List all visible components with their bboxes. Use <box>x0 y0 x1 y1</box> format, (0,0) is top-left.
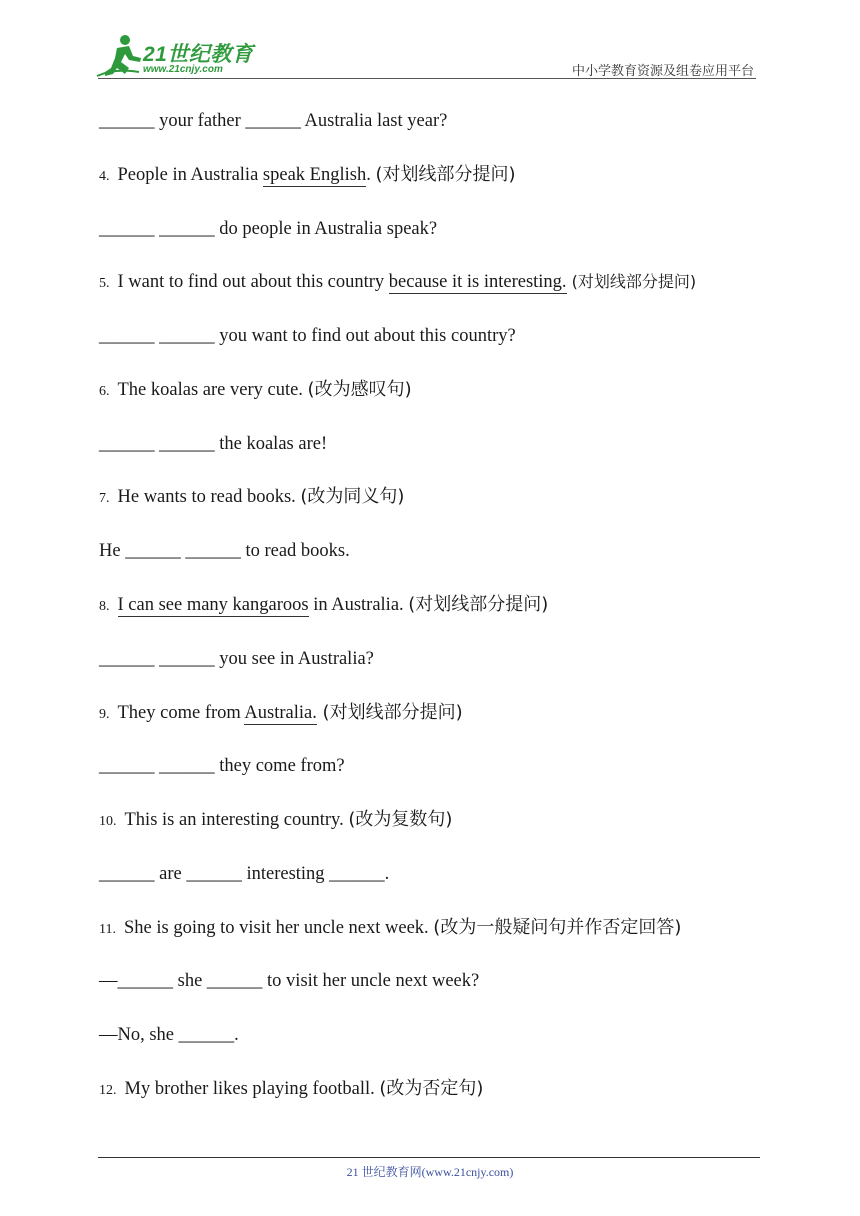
question-text: . <box>366 165 376 185</box>
answer-line-10 <box>99 863 389 885</box>
page-header <box>0 0 860 80</box>
question-text: They come from <box>117 703 245 723</box>
runner-logo-icon <box>95 34 145 80</box>
question-text: She is going to visit her uncle next week. <box>123 918 434 938</box>
answer-line-7 <box>99 540 350 562</box>
instruction: (改为复数句) <box>348 809 453 830</box>
question-number: 4. <box>99 169 110 184</box>
logo-url: www.21cnjy.com <box>143 64 223 75</box>
question-9 <box>99 702 463 726</box>
instruction: (对划线部分提问) <box>375 164 516 185</box>
question-10 <box>99 809 452 833</box>
instruction: (对划线部分提问) <box>316 702 463 723</box>
answer-text: ______ your father ______ Australia last year? <box>99 111 448 131</box>
answer-text: ______ ______ they come from? <box>99 756 345 776</box>
answer-line-6 <box>99 433 327 455</box>
answer-text: He ______ ______ to read books. <box>99 541 350 561</box>
underlined-part: speak English <box>262 165 367 185</box>
answer-line-9 <box>99 755 345 777</box>
question-number: 8. <box>99 599 110 614</box>
answer-line-11b <box>99 1024 239 1046</box>
logo-text: 21世纪教育 <box>143 43 254 66</box>
question-text: People in Australia <box>117 165 259 185</box>
question-text: My brother likes playing football. <box>124 1079 380 1099</box>
instruction: (对划线部分提问) <box>408 594 549 615</box>
question-number: 5. <box>99 276 110 291</box>
question-12 <box>99 1078 483 1102</box>
question-11 <box>99 917 681 941</box>
underlined-part: because it is interesting. <box>388 272 567 292</box>
question-number: 6. <box>99 384 110 399</box>
instruction: (改为感叹句) <box>307 379 412 400</box>
underlined-part: I can see many kangaroos <box>117 595 309 615</box>
logo <box>95 34 265 80</box>
header-platform-name: 中小学教育资源及组卷应用平台 <box>571 64 754 79</box>
answer-text: ______ ______ do people in Australia speak? <box>99 219 438 239</box>
footer-text[interactable]: 21 世纪教育网(www.21cnjy.com) <box>346 1165 514 1179</box>
footer-divider <box>98 1157 760 1158</box>
question-number: 9. <box>99 707 110 722</box>
question-number: 10. <box>99 814 117 829</box>
answer-line-4 <box>99 218 437 240</box>
question-text: This is an interesting country. <box>124 810 349 830</box>
instruction: (改为一般疑问句并作否定回答) <box>433 917 682 938</box>
question-5 <box>99 271 696 295</box>
question-text: The koalas are very cute. <box>117 380 308 400</box>
question-4 <box>99 164 516 188</box>
question-text: He wants to read books. <box>117 487 301 507</box>
answer-line-3 <box>99 110 447 132</box>
question-6 <box>99 379 412 403</box>
answer-text: ______ are ______ interesting ______. <box>99 864 390 884</box>
question-text: in Australia. <box>308 595 409 615</box>
question-8 <box>99 594 548 618</box>
answer-text: ______ ______ you see in Australia? <box>99 649 374 669</box>
answer-text: —______ she ______ to visit her uncle next week? <box>99 971 480 991</box>
question-text: I want to find out about this country <box>117 272 389 292</box>
answer-line-5 <box>99 325 516 347</box>
header-divider <box>98 78 756 79</box>
answer-line-11a <box>99 970 479 992</box>
question-7 <box>99 486 404 510</box>
question-number: 12. <box>99 1083 117 1098</box>
answer-text: ______ ______ you want to find out about this country? <box>99 326 516 346</box>
question-number: 7. <box>99 491 110 506</box>
instruction: (改为同义句) <box>300 486 405 507</box>
question-number: 11. <box>99 922 116 937</box>
answer-text: ______ ______ the koalas are! <box>99 434 328 454</box>
answer-line-8 <box>99 648 374 670</box>
instruction: (改为否定句) <box>379 1078 484 1099</box>
instruction: (对划线部分提问) <box>566 272 697 291</box>
answer-text: —No, she ______. <box>99 1025 239 1045</box>
underlined-part: Australia. <box>244 703 317 723</box>
